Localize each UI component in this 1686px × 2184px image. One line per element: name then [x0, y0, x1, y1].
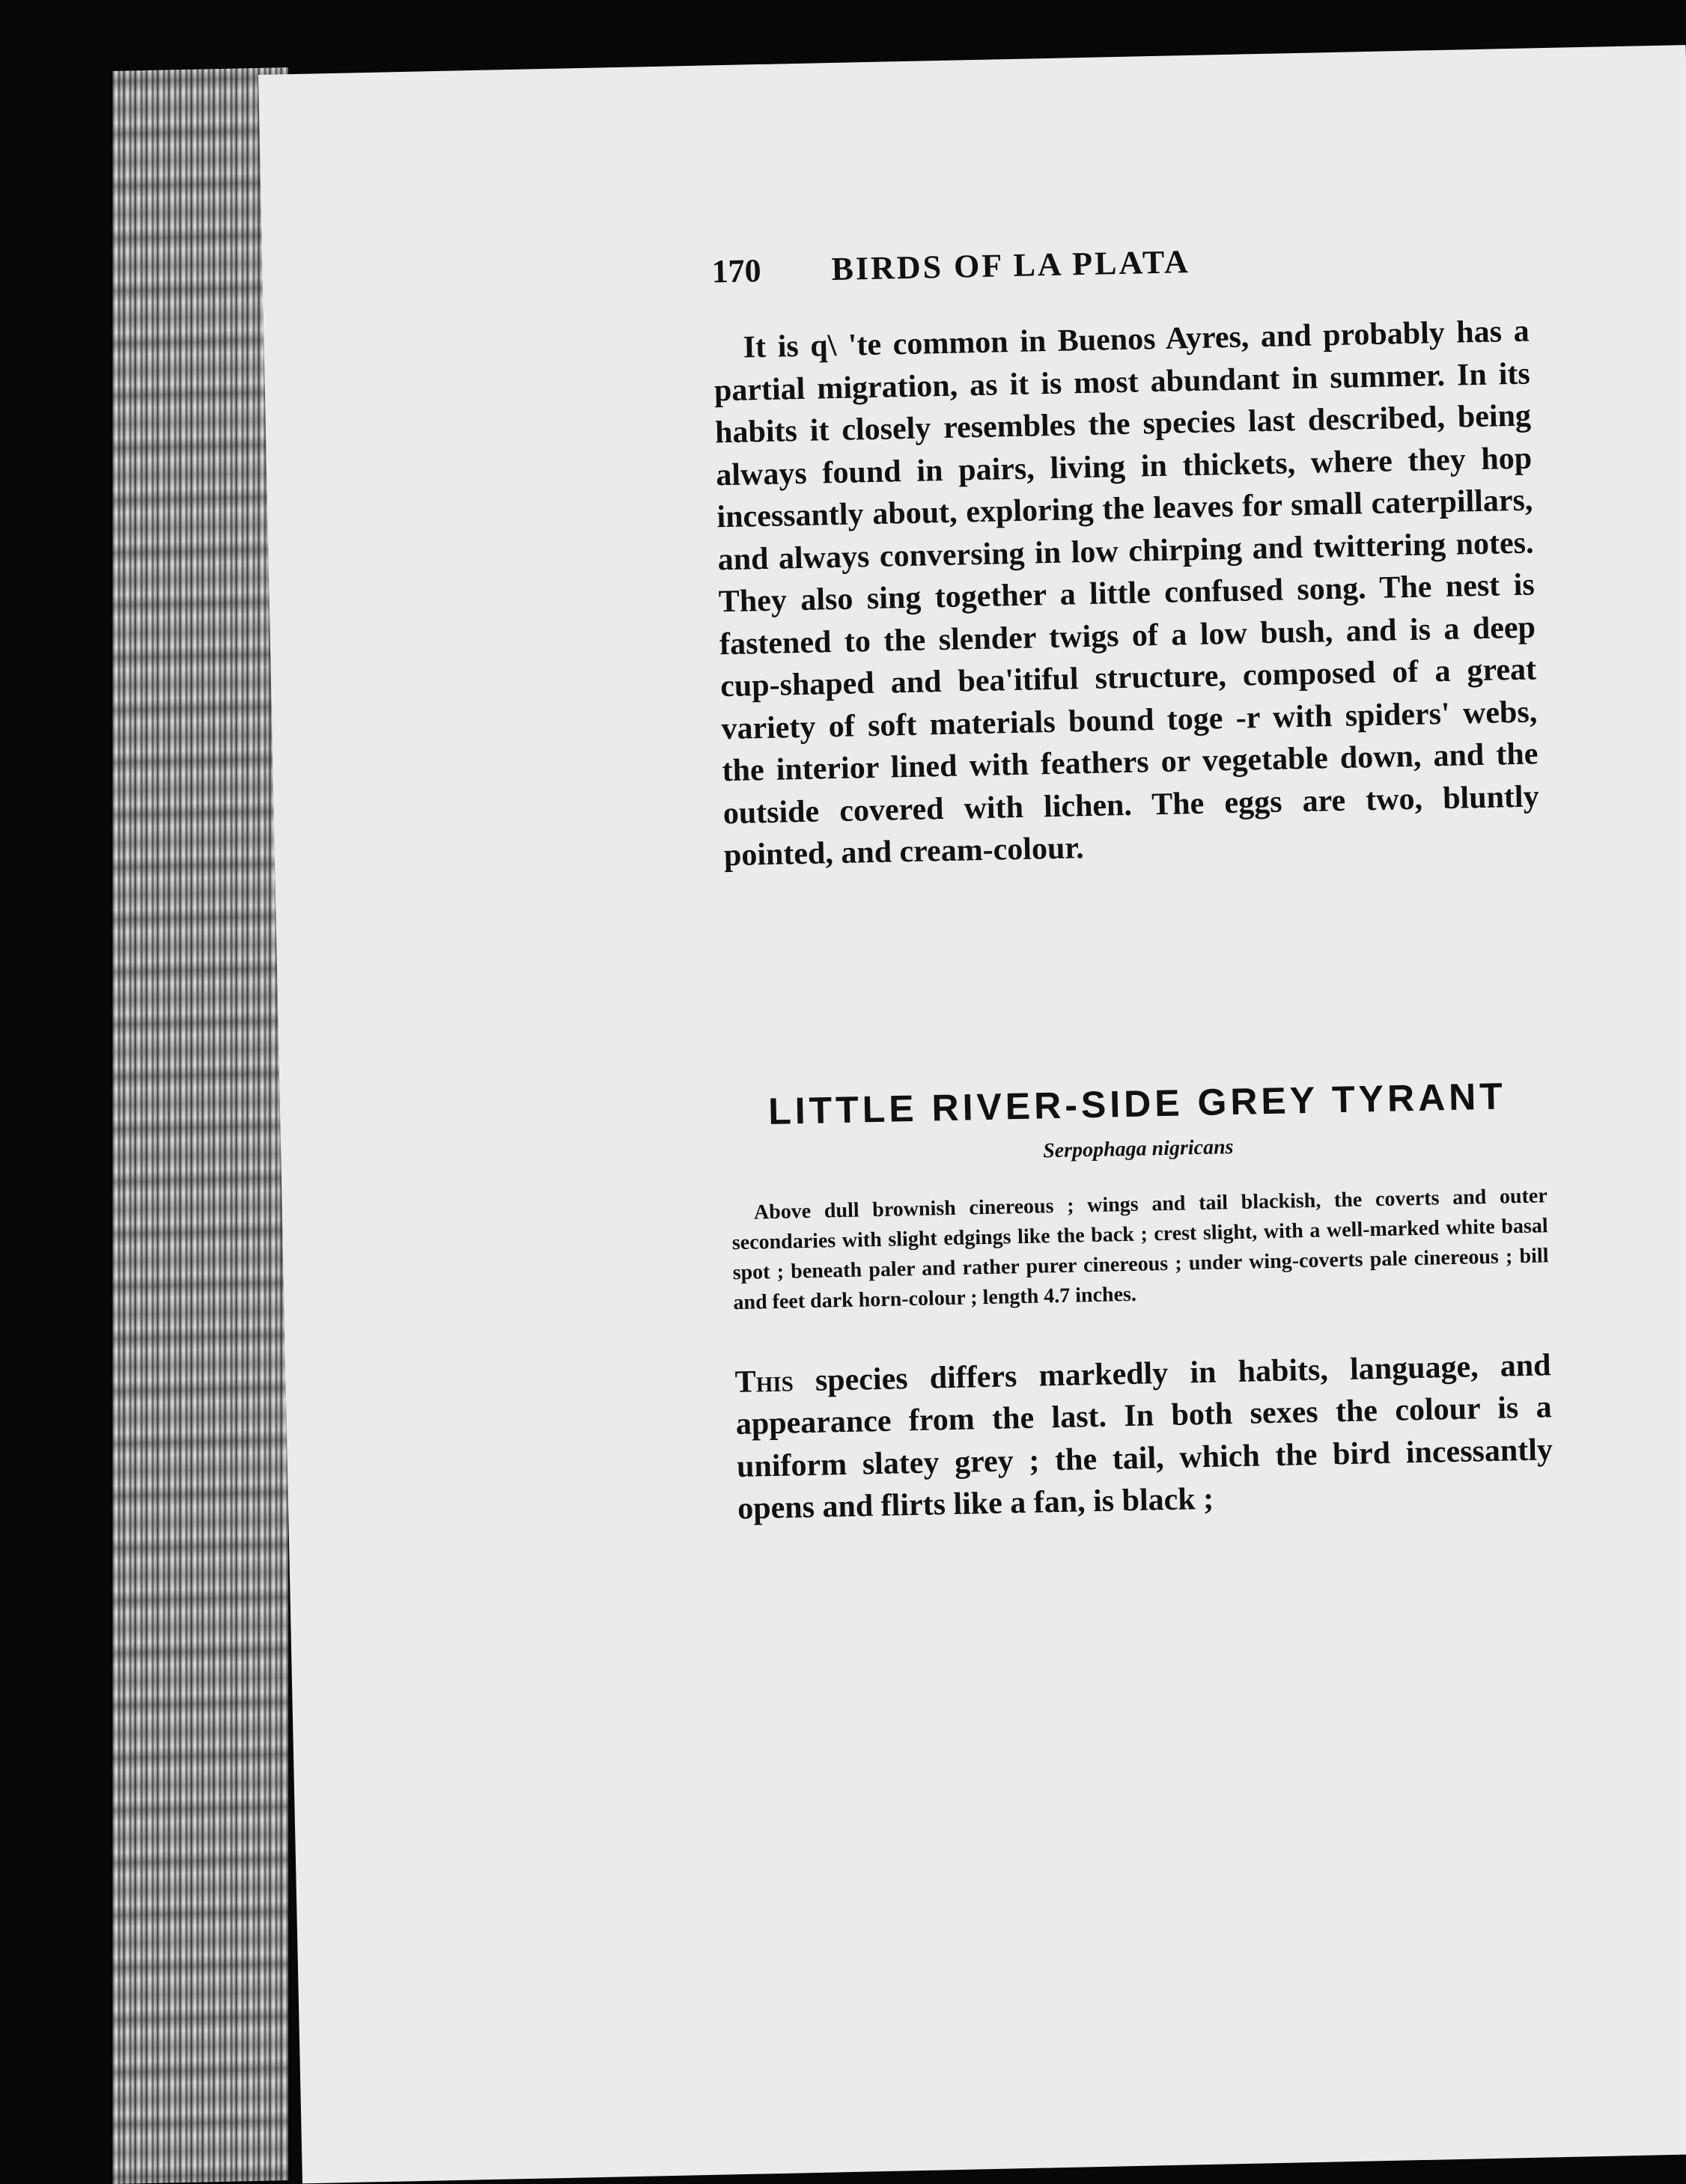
running-title: BIRDS OF LA PLATA [831, 243, 1191, 288]
paragraph-2-lead: This [734, 1363, 794, 1400]
species-description: Above dull brownish cinereous ; wings and tail blackish, the coverts and outer secondaries with slight edgings like the back ; crest slight, with a well-marked white basal spot ; beneath paler and rather purer cinereous ; under wing-coverts pale cinereous ; bill and feet dark horn-colour ; length 4.7 inches. [731, 1183, 1549, 1314]
running-head [711, 236, 1528, 305]
page-number: 170 [711, 251, 762, 290]
book-page-edges [112, 67, 288, 2184]
paragraph-2 [734, 1344, 1553, 1531]
paragraph-2-text: species differs markedly in habits, language, and appearance from the last. In both sexes the colour is a uniform slatey grey ; the tail, which the bird incessantly opens and flirts like a fan, is black ; [735, 1347, 1553, 1527]
species-name: Serpophaga nigricans [1042, 1135, 1234, 1162]
book-page [258, 45, 1686, 2183]
paragraph-1: It is q\ 'te common in Buenos Ayres, and probably has a partial migration, as it is most abundant in summer. In its habits it closely resembles the species last described, being always found in pairs, living in thickets, where they hop incessantly about, exploring the leaves for small caterpillars, and always conversing in low chirping and twittering notes. They also sing together a little confused song. The nest is fastened to the slender twigs of a low bush, and is a deep cup-shaped and bea'itiful structure, composed of a great variety of soft materials bound toge -r with spiders' webs, the interior lined with feathers or vegetable down, and the outside covered with lichen. The eggs are two, bluntly pointed, and cream-colour. [713, 314, 1540, 873]
section-title: LITTLE RIVER-SIDE GREY TYRANT [767, 1074, 1507, 1132]
page-content [711, 236, 1554, 1531]
